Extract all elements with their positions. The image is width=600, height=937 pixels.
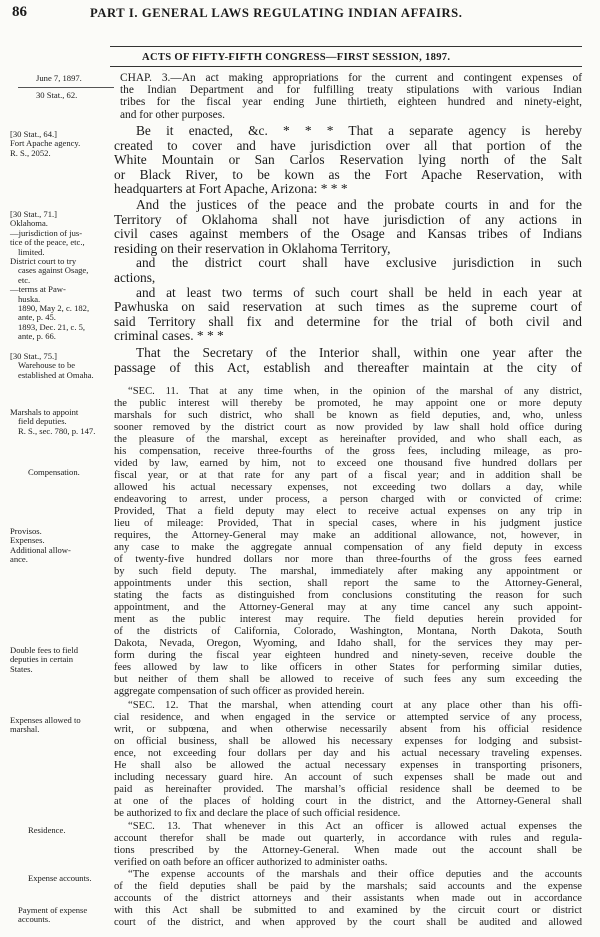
margin-note-expenses-marshal: Expenses allowed to marshal.: [10, 715, 81, 735]
margin-note-provisos: Provisos. Expenses. Additional allow- ance.: [10, 526, 71, 565]
heading-rule: [110, 66, 582, 67]
margin-note-double-fees: Double fees to field deputies in certain States.: [10, 645, 79, 674]
running-head: PART I. GENERAL LAWS REGULATING INDIAN AFFAIRS.: [90, 6, 463, 20]
margin-date: June 7, 1897.: [36, 73, 82, 83]
page-number: 86: [12, 4, 27, 20]
acts-heading: ACTS OF FIFTY-FIFTH CONGRESS—FIRST SESSION, 1897.: [142, 52, 451, 63]
margin-note-payment: Payment of expense accounts.: [18, 905, 88, 925]
paragraph-oklahoma-jurisdiction: And the justices of the peace and the probate courts in and for the Territory of Oklahoma shall not have jurisdiction of any actions in civil cases against members of the Osage and Kansas tribes of Indians residing on their reservation in Oklahoma Territory, and the district court shall have exclusive jurisdiction in such actions, and at least two terms of such court shall be held in each year at Pawhuska on said reservation at such times as the supreme court of said Territory shall fix and determine for the trial of both civil and criminal cases. * * *: [114, 197, 582, 344]
margin-note-oklahoma: [30 Stat., 71.] Oklahoma. —jurisdiction of jus- tice of the peace, etc., limited. District court to try cases against Osage, etc. —terms at Paw- huska. 1890, May 2, c. 182, ante, p. 45. 1893, Dec. 21, c. 5, ante, p. 66.: [10, 209, 90, 342]
page-header: [8, 4, 592, 30]
paragraph-expense-accounts: “The expense accounts of the marshals and their office deputies and the accounts of the field deputies shall be paid by the marshals; said accounts and the expense accounts of the district attorneys and their assistants when made out in accordance with this Act shall be submitted to and examined by the circuit court or district court of the district, and when approved by the court shall be audited and allowed: [114, 869, 582, 928]
margin-note-expense-accounts: Expense accounts.: [28, 873, 92, 883]
paragraph-fort-apache-agency: Be it enacted, &c. * * * That a separate agency is hereby created to cover and have jurisdiction over all that portion of the White Mountain or San Carlos Reservation lying north of the Salt or Black River, to be kown as the Fort Apache Reservation, with headquarters at Fort Apache, Arizona: * * *: [114, 123, 582, 197]
margin-note-residence: Residence.: [28, 825, 66, 835]
margin-note-marshals: Marshals to appoint field deputies. R. S., sec. 780, p. 147.: [10, 407, 96, 436]
margin-stat: 30 Stat., 62.: [36, 90, 78, 100]
margin-note-compensation: Compensation.: [28, 467, 80, 477]
margin-rule: [18, 87, 114, 88]
margin-note-fort-apache: [30 Stat., 64.] Fort Apache agency. R. S., 2052.: [10, 129, 81, 158]
margin-note-warehouse: [30 Stat., 75.] Warehouse to be established at Omaha.: [10, 351, 94, 380]
section-11: “SEC. 11. That at any time when, in the opinion of the marshal of any district, the public interest will thereby be promoted, he may appoint one or more deputy marshals for such district, who shall be known as field deputies, and, who, unless sooner removed by the district court as now provided by law shall hold office during the pleasure of the marshal, except as hereinafter provided, and who shall each, as his compensation, receive three-fourths of the gross fees, including mileage, as pro- vided by law, earned by him, not to exceed one thousand five hundred dollars per fiscal year, or at that rate for any part of a fiscal year; and in addition shall be allowed his actual necessary expenses, not exceeding two dollars a day, while endeavoring to arrest, under process, a person charged with or convicted of crime: Provided, That a field deputy may elect to receive actual expenses on any trip in lieu of mileage: Provided, That in special cases, where in his judgment justice requires, the Attorney-General may make an additional allowance, not, however, in any case to make the aggregate annual compensation of any field deputy in excess of twenty-five hundred dollars nor more than three-fourths of the gross fees earned by such field deputy. The marshal, immediately after making any appointment or appointments under this section, shall report the same to the Attorney-General, stating the facts as distinguished from conclusions constituting the reason for such appointment, and the Attorney-General may at any time cancel any such appoint- ment as the public interest may require. The field deputies herein provided for of the districts of California, Colorado, Washington, Montana, North Dakota, South Dakota, Nevada, Oregon, Wyoming, and Idaho shall, for the services they may per- form during the fiscal year eighteen hundred and ninety-seven, receive double the fees allowed by law to like officers in other States for performing similar duties, but neither of them shall be allowed to receive of such fees any sum exceeding the aggregate compensation of such officer as provided herein.: [114, 386, 582, 697]
section-12: “SEC. 12. That the marshal, when attending court at any place other than his offi- cial residence, and when engaged in the service or attempted service of any process, writ, or subpœna, and when otherwise necessarily absent from his official residence on official business, shall be allowed his necessary expenses for lodging and subsist- ence, not exceeding four dollars per day and his actual necessary traveling expenses. He shall also be allowed the actual necessary expenses in transporting prisoners, including necessary guard hire. An account of such expenses shall be made out and paid as hereinafter provided. The marshal’s official residence shall be deemed to be at one of the places of holding court in the district, and the Attorney-General shall be authorized to fix and declare the place of such official residence.: [114, 700, 582, 819]
section-13: “SEC. 13. That whenever in this Act an officer is allowed actual expenses the account therefor shall be made out quarterly, in accordance with rules and regula- tions prescribed by the Attorney-General. When made out the account shall be verified on oath before an officer authorized to administer oaths.: [114, 821, 582, 868]
chapter-title: CHAP. 3.—An act making appropriations for the current and contingent expenses of the Indian Department and for fulfilling treaty stipulations with various Indian tribes for the fiscal year ending June thirtieth, eighteen hundred and ninety-eight, and for other purposes.: [120, 72, 582, 121]
paragraph-warehouse: That the Secretary of the Interior shall, within one year after the passage of this Act, establish and thereafter maintain at the city of: [114, 345, 582, 375]
top-rule: [110, 46, 582, 47]
